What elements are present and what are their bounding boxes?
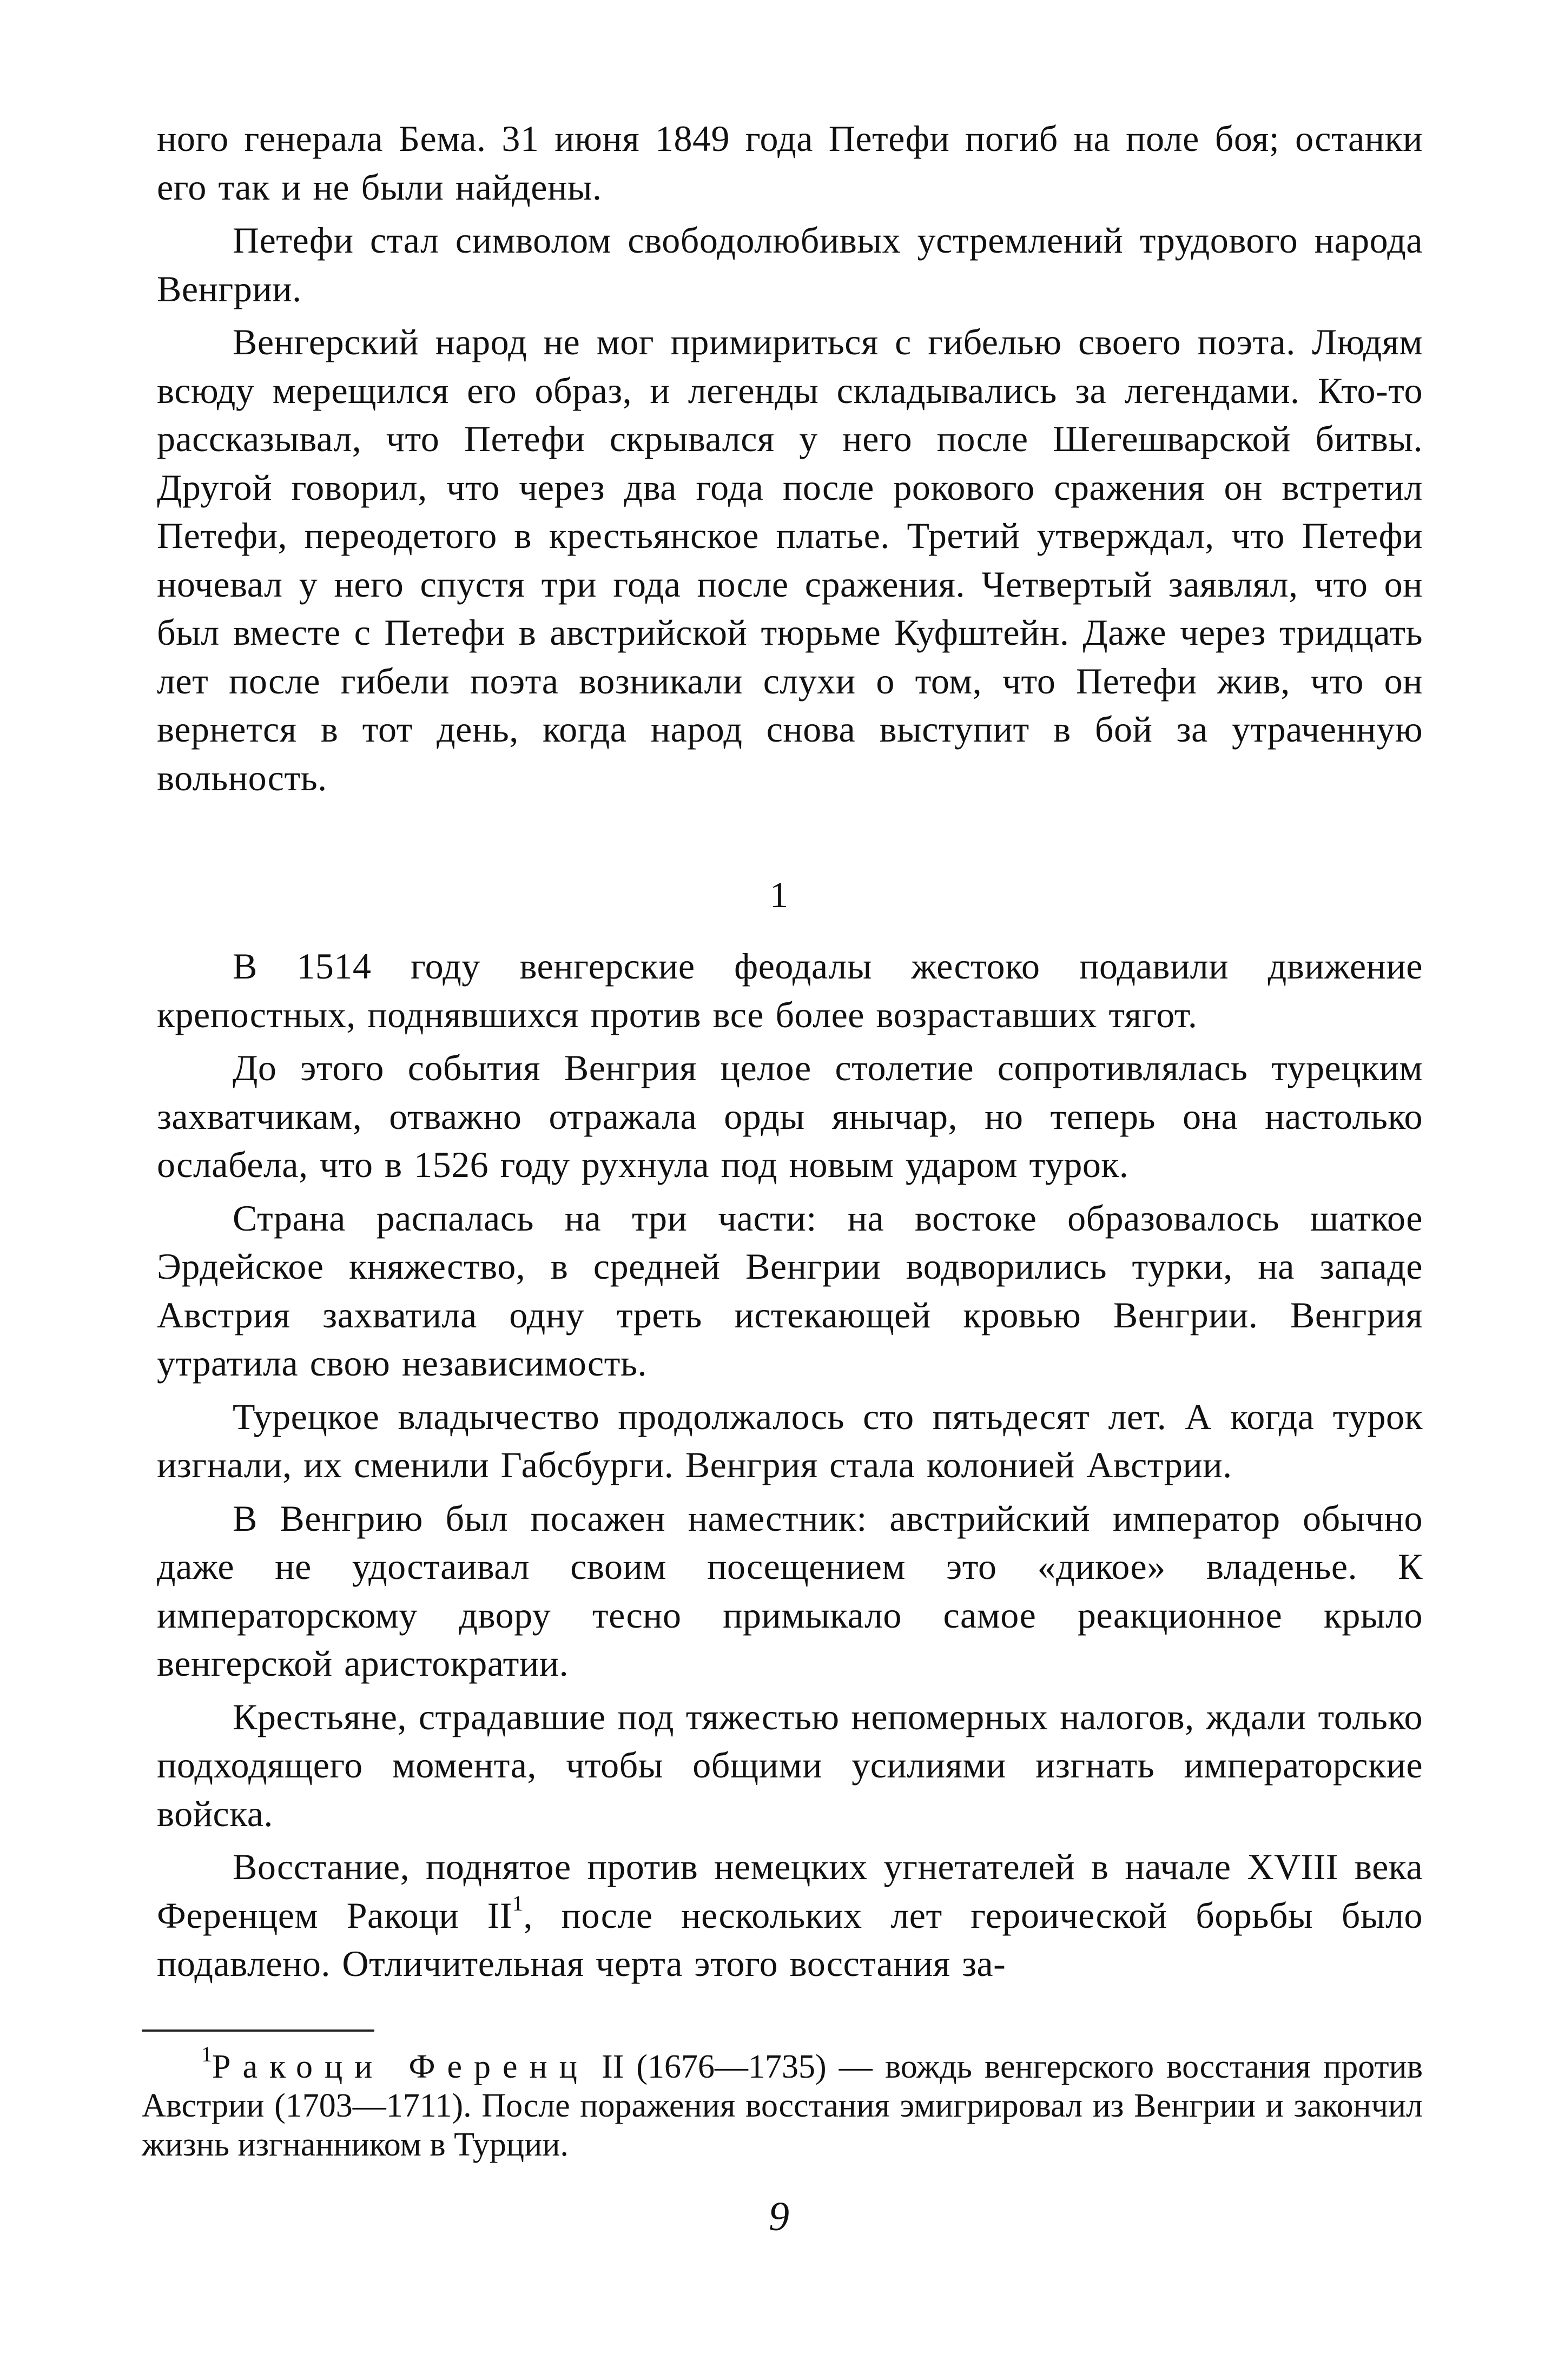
- footnote-divider: [142, 2029, 374, 2032]
- page-number: 9: [769, 2194, 789, 2239]
- footnote-reference: 1: [512, 1890, 524, 1915]
- section-number: 1: [770, 874, 788, 915]
- paragraph-text: , после нескольких лет героической борьбы было подавлено. Отличительная черта этого восстания за-: [157, 1894, 1423, 1984]
- paragraph: ного генерала Бема. 31 июня 1849 года Петефи погиб на поле боя; останки его так и не были найдены.: [157, 118, 1423, 208]
- paragraph: Турецкое владычество продолжалось сто пятьдесят лет. А когда турок изгнали, их сменили Габсбурги. Венгрия стала колонией Австрии.: [157, 1396, 1423, 1485]
- footnote-name: Ракоци Ференц: [212, 2048, 589, 2085]
- paragraph-text: Восстание, поднятое против немецких угнетателей в начале XVIII века Ференцем Ракоци II: [157, 1846, 1423, 1936]
- footnote-mark: 1: [201, 2042, 212, 2067]
- section-text-block: [157, 942, 1423, 1988]
- paragraph: Петефи стал символом свободолюбивых устремлений трудового народа Венгрии.: [157, 220, 1423, 309]
- paragraph: Крестьяне, страдавшие под тяжестью непомерных налогов, ждали только подходящего момента, чтобы общими усилиями изгнать императорские войска.: [157, 1696, 1423, 1834]
- top-text-block: [157, 115, 1423, 802]
- paragraph: В 1514 году венгерские феодалы жестоко подавили движение крепостных, поднявшихся против все более возраставших тягот.: [157, 946, 1423, 1035]
- paragraph: Венгерский народ не мог примириться с гибелью своего поэта. Людям всюду мерещился его образ, и легенды складывались за легендами. Кто-то рассказывал, что Петефи скрывался у него после Шегешварской битвы. Другой говорил, что через два года после рокового сражения он встретил Петефи, переодетого в крестьянское платье. Третий утверждал, что Петефи ночевал у него спустя три года после сражения. Четвертый заявлял, что он был вместе с Петефи в австрийской тюрьме Куфштейн. Даже через тридцать лет после гибели поэта возникали слухи о том, что Петефи жив, что он вернется в тот день, когда народ снова выступит в бой за утраченную вольность.: [157, 321, 1423, 798]
- footnote-text: II (1676—1735) — вождь венгерского восстания против Австрии (1703—1711). После поражения восстания эмигрировал из Венгрии и закончил жизнь изгнанником в Турции.: [142, 2048, 1423, 2163]
- footnote: [142, 2042, 1423, 2164]
- paragraph: До этого события Венгрия целое столетие сопротивлялась турецким захватчикам, отважно отражала орды янычар, но теперь она настолько ослабела, что в 1526 году рухнула под новым ударом турок.: [157, 1047, 1423, 1185]
- paragraph: Страна распалась на три части: на востоке образовалось шаткое Эрдейское княжество, в средней Венгрии водворились турки, на западе Австрия захватила одну треть истекающей кровью Венгрии. Венгрия утратила свою независимость.: [157, 1197, 1423, 1384]
- paragraph: В Венгрию был посажен наместник: австрийский император обычно даже не удостаивал своим посещением это «дикое» владенье. К императорскому двору тесно примыкало самое реакционное крыло венгерской аристократии.: [157, 1497, 1423, 1684]
- paragraph-with-footnote-ref: [157, 1843, 1423, 1988]
